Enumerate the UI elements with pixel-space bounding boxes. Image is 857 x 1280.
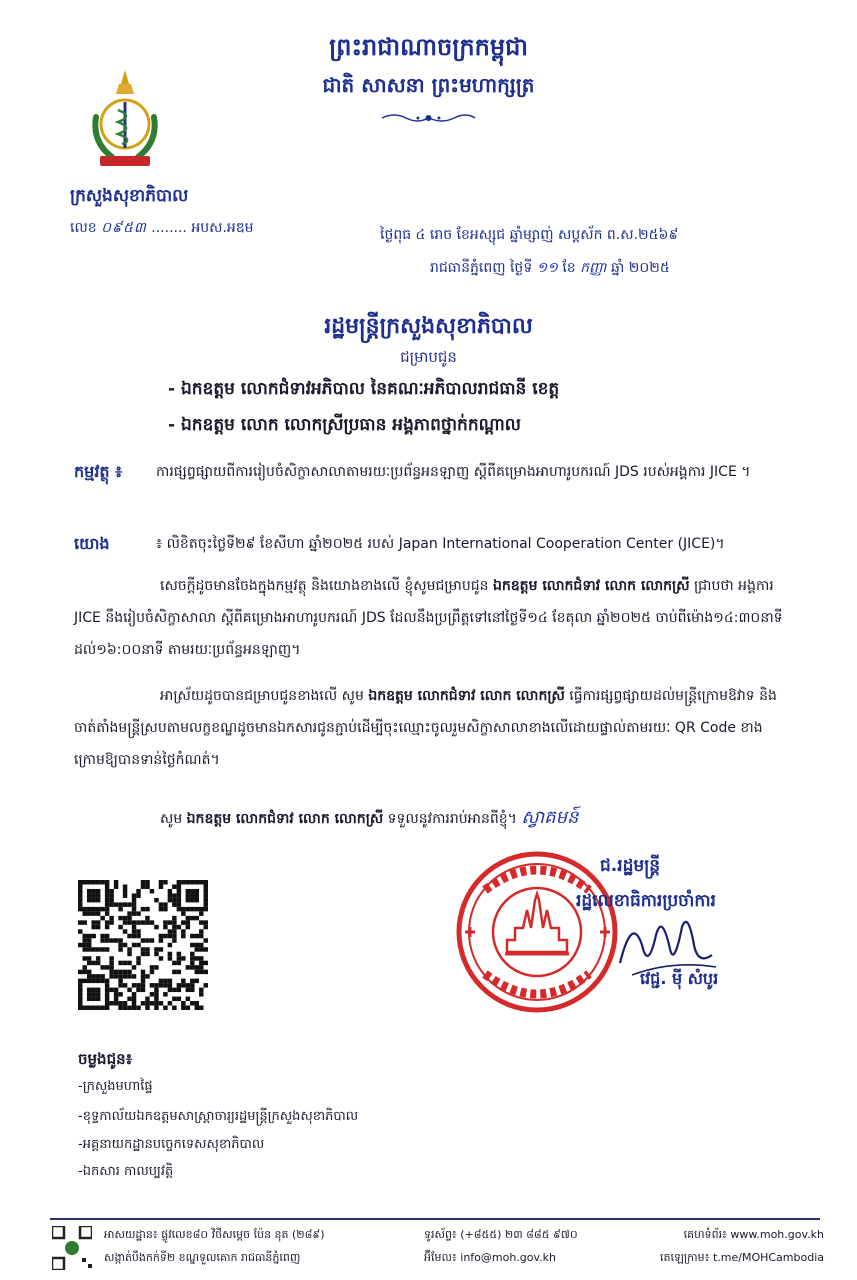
- solar-month: កញ្ញា: [580, 260, 607, 276]
- reference-number: លេខ ០៩៥៣ ........ អបស.អឌម: [70, 220, 254, 236]
- ministry-seal-icon: [455, 850, 620, 1015]
- footer-divider: [50, 1218, 820, 1220]
- cc-item: -ក្រសួងមហាផ្ទៃ: [78, 1079, 153, 1094]
- footer-telegram-link[interactable]: តេឡេក្រាម៖ t.me/MOHCambodia: [659, 1251, 824, 1264]
- solar-year: ២០២៥: [628, 260, 670, 276]
- solar-date: រាជធានីភ្នំពេញ ថ្ងៃទី ១១ ខែ កញ្ញា ឆ្នាំ ២០២៥: [430, 260, 670, 276]
- footer-website-link[interactable]: គេហទំព័រ៖ www.moh.gov.kh: [683, 1228, 824, 1241]
- closing-handwritten: ស្វាគមន៍: [521, 807, 579, 828]
- reference-label: យោង: [74, 534, 110, 553]
- footer-qr-code[interactable]: [52, 1226, 92, 1270]
- footer-phone: ទូរស័ព្ទ៖ (+៨៥៥) ២៣ ៨៨៥ ៩៧០: [424, 1228, 578, 1241]
- national-motto: ជាតិ សាសនា ព្រះមហាក្សត្រ: [322, 73, 535, 97]
- ref-prefix: លេខ: [70, 220, 97, 236]
- ref-number-handwritten: ០៩៥៣: [101, 220, 147, 236]
- reference-row: [74, 530, 794, 560]
- subject-label: កម្មវត្ថុ ៖: [74, 462, 123, 481]
- cc-item: -ឯកសារ កាលប្បវត្តិ: [78, 1164, 174, 1179]
- footer-address-2: សង្កាត់បឹងកក់ទី២ ខណ្ឌទួលគោក រាជធានីភ្នំពេញ: [104, 1251, 301, 1264]
- body-paragraph-2: អាស្រ័យដូចបានជម្រាបជូនខាងលើ សូម ឯកឧត្តម លោកជំទាវ លោក លោកស្រី ធ្វើការផ្សព្វផ្សាយដល់មន្ត្រីក្រោមឱវាទ និងចាត់តាំងមន្ត្រីស្របតាមលក្ខខណ្ឌដូចមានឯកសារជូនភ្ជាប់ដើម្បីចុះឈ្មោះចូលរួមសិក្ខាសាលាខាងលើដោយផ្ទាល់តាមរយៈ QR Code ខាងក្រោមឱ្យបានទាន់ថ្ងៃកំណត់។: [74, 688, 777, 768]
- subject-row: [74, 458, 794, 518]
- closing-line: សូម ឯកឧត្តម លោកជំទាវ លោក លោកស្រី ទទួលនូវការរាប់អានពីខ្ញុំ។ ស្វាគមន៍: [160, 807, 579, 828]
- minister-title: រដ្ឋមន្ត្រីក្រសួងសុខាភិបាល: [324, 314, 533, 339]
- footer-email-link[interactable]: អ៊ីមែល៖ info@moh.gov.kh: [424, 1251, 557, 1264]
- kingdom-title: ព្រះរាជាណាចក្រកម្ពុជា: [329, 33, 528, 61]
- solar-day: ១១: [536, 260, 558, 276]
- cc-title: ចម្លងជូន៖: [78, 1050, 133, 1068]
- signatory-name: វេជ្ជ. ម៉ី សំបូរ: [640, 969, 719, 988]
- recipient-line-2: - ឯកឧត្តម លោក លោកស្រីប្រធាន អង្គភាពថ្នាក់កណ្តាល: [168, 415, 521, 435]
- cc-item: -អគ្គនាយកដ្ឋានបច្ចេកទេសសុខាភិបាល: [78, 1137, 265, 1152]
- signatory-title-1: ជ.រដ្ឋមន្ត្រី: [600, 856, 661, 876]
- lunar-date: ថ្ងៃពុធ ៤ រោច ខែអស្សុជ ឆ្នាំម្សាញ់ សប្តស័ក ព.ស.២៥៦៩: [380, 227, 679, 243]
- cc-item: -ខុទ្ទកាល័យឯកឧត្តមសាស្ត្រាចារ្យរដ្ឋមន្ត្រីក្រសួងសុខាភិបាល: [78, 1109, 359, 1124]
- signatory-title-2: រដ្ឋលេខាធិការប្រចាំការ: [576, 891, 716, 911]
- body-paragraph-1: សេចក្តីដូចមានចែងក្នុងកម្មវត្ថុ និងយោងខាងលើ ខ្ញុំសូមជម្រាបជូន ឯកឧត្តម លោកជំទាវ លោក លោកស្រី ជ្រាបថា អង្គការ JICE នឹងរៀបចំសិក្ខាសាលា ស្តីពីគម្រោងអាហារូបករណ៍ JDS ដែលនឹងប្រព្រឹត្តទៅនៅថ្ងៃទី១៤ ខែតុលា ឆ្នាំ២០២៥ ចាប់ពីម៉ោង១៤:៣០នាទី ដល់១៦:០០នាទី តាមរយៈប្រព័ន្ធអនឡាញ។: [74, 578, 783, 658]
- reference-text: ៖ លិខិតចុះថ្ងៃទី២៩ ខែសីហា ឆ្នាំ២០២៥ របស់ Japan International Cooperation Center (JICE)។: [156, 536, 725, 552]
- ornament-divider-icon: [380, 108, 477, 128]
- registration-qr-code[interactable]: [78, 880, 208, 1010]
- ministry-name: ក្រសួងសុខាភិបាល: [70, 186, 189, 206]
- to-label: ជម្រាបជូន: [400, 348, 457, 366]
- footer-address-1: អាសយដ្ឋាន៖ ផ្លូវលេខ៨០ វិថីសម្តេច ប៉ែន នុត (២៨៩): [104, 1228, 325, 1241]
- ref-suffix: អបស.អឌម: [191, 220, 254, 236]
- ministry-logo-icon: [82, 62, 168, 174]
- recipient-line-1: - ឯកឧត្តម លោកជំទាវអភិបាល នៃគណៈអភិបាលរាជធានី ខេត្ត: [168, 379, 560, 399]
- subject-text: ការផ្សព្វផ្សាយពីការរៀបចំសិក្ខាសាលាតាមរយៈប្រព័ន្ធអនឡាញ ស្តីពីគម្រោងអាហារូបករណ៍ JDS របស់អង្គការ JICE ។: [156, 464, 751, 480]
